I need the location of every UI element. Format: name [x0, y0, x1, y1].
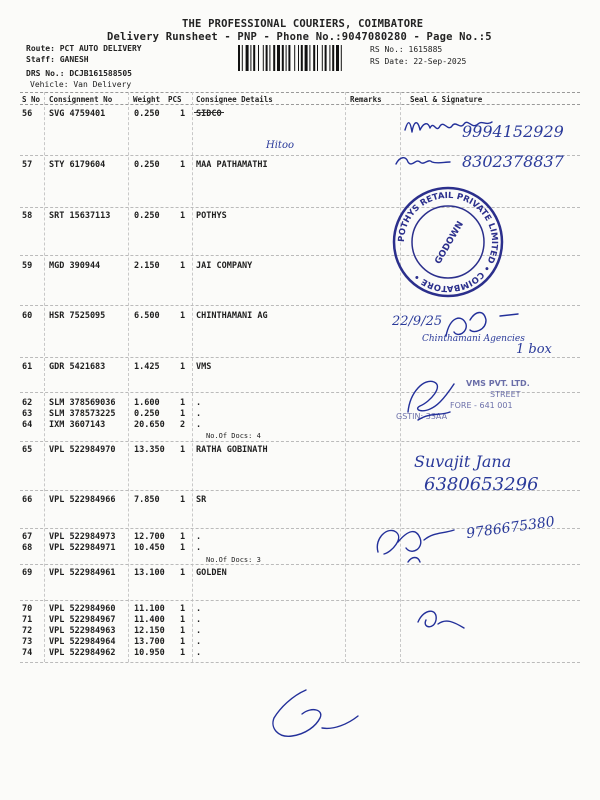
docs-count-note: No.Of Docs: 3 — [206, 556, 261, 564]
pothys-stamp-center: GODOWN — [433, 219, 466, 267]
row-consignee: . — [196, 626, 202, 636]
handwritten-name-60: Chinthamani Agencies — [422, 334, 525, 344]
row-consignment-no: SVG 4759401 — [49, 109, 106, 119]
signature-67 — [368, 512, 464, 572]
row-consignee: . — [196, 604, 202, 614]
row-sno: 59 — [22, 261, 33, 271]
row-consignment-no: VPL 522984963 — [49, 626, 116, 636]
row-consignee: RATHA GOBINATH — [196, 445, 268, 455]
row-pcs: 1 — [180, 409, 186, 419]
row-pcs: 1 — [180, 495, 186, 505]
row-sno: 69 — [22, 568, 33, 578]
header-bottom-rule — [20, 104, 580, 105]
row-weight: 0.250 — [134, 109, 160, 119]
row-weight: 1.425 — [134, 362, 160, 372]
row-pcs: 1 — [180, 543, 186, 553]
barcode-bar — [288, 45, 290, 71]
row-consignment-no: VPL 522984966 — [49, 495, 116, 505]
row-consignment-no: VPL 522984961 — [49, 568, 116, 578]
barcode-bar — [317, 45, 318, 71]
rs-date: RS Date: 22-Sep-2025 — [370, 57, 467, 66]
barcode-bar — [246, 45, 249, 71]
barcode-bar — [238, 45, 240, 71]
barcode-bar — [309, 45, 310, 71]
signature-70 — [412, 604, 472, 634]
barcode-bar — [242, 45, 243, 71]
row-consignment-no: HSR 7525095 — [49, 311, 106, 321]
barcode-bar — [294, 45, 295, 71]
row-sno: 64 — [22, 420, 33, 430]
row-consignee: . — [196, 543, 202, 553]
row-pcs: 1 — [180, 532, 186, 542]
row-separator — [20, 564, 580, 565]
barcode-bar — [286, 45, 287, 71]
row-pcs: 1 — [180, 626, 186, 636]
row-consignee: . — [196, 648, 202, 658]
row-weight: 7.850 — [134, 495, 160, 505]
row-separator — [20, 662, 580, 663]
rs-number: RS No.: 1615885 — [370, 45, 443, 54]
barcode-bar — [322, 45, 323, 71]
row-consignment-no: VPL 522984967 — [49, 615, 116, 625]
vms-stamp-line: GSTIN: 33AA — [396, 412, 448, 421]
staff-text: Staff: GANESH — [26, 55, 89, 64]
row-pcs: 1 — [180, 568, 186, 578]
handwritten-phone-56: 9994152929 — [462, 122, 564, 141]
handwritten-phone-65: 6380653296 — [424, 474, 539, 495]
row-weight: 0.250 — [134, 409, 160, 419]
company-title: THE PROFESSIONAL COURIERS, COIMBATORE — [182, 18, 424, 30]
row-consignee: . — [196, 615, 202, 625]
row-consignment-no: VPL 522984962 — [49, 648, 116, 658]
row-sno: 67 — [22, 532, 33, 542]
row-sno: 65 — [22, 445, 33, 455]
row-sno: 66 — [22, 495, 33, 505]
row-pcs: 1 — [180, 398, 186, 408]
handwritten-phone-67: 9786675380 — [465, 513, 556, 543]
row-sno: 57 — [22, 160, 33, 170]
row-consignee: GOLDEN — [196, 568, 227, 578]
col-seal: Seal & Signature — [410, 95, 483, 104]
row-weight: 11.100 — [134, 604, 165, 614]
row-pcs: 1 — [180, 362, 186, 372]
vms-stamp-line: STREET — [490, 390, 521, 399]
row-consignee: . — [196, 532, 202, 542]
row-consignment-no: VPL 522984971 — [49, 543, 116, 553]
row-pcs: 1 — [180, 648, 186, 658]
row-consignment-no: SLM 378573225 — [49, 409, 116, 419]
col-divider — [345, 92, 346, 662]
barcode-bar — [301, 45, 303, 71]
header-top-rule — [20, 92, 580, 93]
row-pcs: 1 — [180, 261, 186, 271]
row-consignee: . — [196, 409, 202, 419]
row-separator — [20, 600, 580, 601]
row-consignment-no: SRT 15637113 — [49, 211, 111, 221]
row-weight: 12.700 — [134, 532, 165, 542]
row-weight: 12.150 — [134, 626, 165, 636]
row-consignment-no: GDR 5421683 — [49, 362, 106, 372]
row-consignment-no: VPL 522984970 — [49, 445, 116, 455]
handwritten-phone-57: 8302378837 — [462, 152, 564, 171]
row-consignment-no: MGD 390944 — [49, 261, 101, 271]
vms-stamp-line: FORE - 641 001 — [450, 401, 513, 410]
barcode-bar — [329, 45, 330, 71]
barcode — [238, 45, 366, 71]
barcode-bar — [258, 45, 259, 71]
row-consignee: . — [196, 637, 202, 647]
route-text: Route: PCT AUTO DELIVERY — [26, 44, 142, 53]
col-consignee: Consignee Details — [196, 95, 273, 104]
row-sno: 72 — [22, 626, 33, 636]
vms-stamp-line: VMS PVT. LTD. — [466, 379, 530, 388]
row-consignee: JAI COMPANY — [196, 261, 253, 271]
strike-line — [194, 112, 224, 113]
row-weight: 2.150 — [134, 261, 160, 271]
signature-57 — [392, 152, 472, 172]
row-consignment-no: VPL 522984964 — [49, 637, 116, 647]
row-consignee: CHINTHAMANI AG — [196, 311, 268, 321]
row-sno: 62 — [22, 398, 33, 408]
row-pcs: 1 — [180, 109, 186, 119]
row-consignment-no: IXM 3607143 — [49, 420, 106, 430]
row-weight: 13.350 — [134, 445, 165, 455]
row-consignee: POTHYS — [196, 211, 227, 221]
row-weight: 10.450 — [134, 543, 165, 553]
col-consignment: Consignment No — [49, 95, 113, 104]
bottom-signature — [262, 684, 372, 748]
row-pcs: 1 — [180, 445, 186, 455]
row-consignee: MAA PATHAMATHI — [196, 160, 268, 170]
row-pcs: 1 — [180, 615, 186, 625]
row-sno: 60 — [22, 311, 33, 321]
barcode-bar — [336, 45, 339, 71]
col-divider — [192, 92, 193, 662]
row-sno: 56 — [22, 109, 33, 119]
barcode-bar — [269, 45, 270, 71]
barcode-bar — [305, 45, 308, 71]
signature-61 — [400, 372, 460, 428]
row-weight: 0.250 — [134, 211, 160, 221]
handwritten-note-57: Hitoo — [266, 140, 294, 151]
row-sno: 71 — [22, 615, 33, 625]
row-consignee: SR — [196, 495, 207, 505]
row-sno: 73 — [22, 637, 33, 647]
barcode-bar — [263, 45, 264, 71]
row-weight: 11.400 — [134, 615, 165, 625]
pothys-stamp-ring-text: POTHYS RETAIL PRIVATE LIMITED • COIMBATORE • — [396, 190, 500, 294]
barcode-bar — [313, 45, 315, 71]
col-sno: S No — [22, 95, 41, 104]
handwritten-box-60: 1 box — [516, 342, 552, 357]
row-weight: 13.100 — [134, 568, 165, 578]
col-pcs: PCS — [168, 95, 182, 104]
row-consignment-no: STY 6179604 — [49, 160, 106, 170]
barcode-bar — [273, 45, 275, 71]
handwritten-date-60: 22/9/25 — [392, 314, 443, 329]
row-consignee: . — [196, 398, 202, 408]
barcode-bar — [266, 45, 268, 71]
barcode-bar — [277, 45, 280, 71]
row-weight: 20.650 — [134, 420, 165, 430]
row-consignee: SIDCO — [196, 109, 222, 119]
handwritten-name-65: Suvajit Jana — [414, 452, 512, 471]
row-pcs: 1 — [180, 311, 186, 321]
row-consignee: VMS — [196, 362, 212, 372]
row-sno: 61 — [22, 362, 33, 372]
row-consignment-no: VPL 522984960 — [49, 604, 116, 614]
row-consignment-no: SLM 378569036 — [49, 398, 116, 408]
row-sno: 63 — [22, 409, 33, 419]
barcode-bar — [253, 45, 255, 71]
row-consignment-no: VPL 522984973 — [49, 532, 116, 542]
row-sno: 58 — [22, 211, 33, 221]
drs-text: DRS No.: DCJB161588505 — [26, 69, 132, 78]
row-weight: 0.250 — [134, 160, 160, 170]
barcode-bar — [298, 45, 299, 71]
vehicle-text: Vehicle: Van Delivery — [30, 80, 132, 89]
row-sno: 68 — [22, 543, 33, 553]
row-weight: 10.950 — [134, 648, 165, 658]
row-consignee: . — [196, 420, 202, 430]
col-divider — [44, 92, 45, 662]
barcode-graphic — [238, 45, 366, 71]
row-pcs: 1 — [180, 211, 186, 221]
barcode-bar — [250, 45, 251, 71]
docs-count-note: No.Of Docs: 4 — [206, 432, 261, 440]
row-pcs: 1 — [180, 160, 186, 170]
barcode-bar — [282, 45, 284, 71]
row-weight: 1.600 — [134, 398, 160, 408]
vms-stamp — [366, 378, 562, 454]
row-sno: 70 — [22, 604, 33, 614]
row-pcs: 1 — [180, 637, 186, 647]
row-weight: 6.500 — [134, 311, 160, 321]
col-remarks: Remarks — [350, 95, 382, 104]
barcode-bar — [332, 45, 334, 71]
col-weight: Weight — [133, 95, 161, 104]
barcode-bar — [341, 45, 342, 71]
barcode-bar — [325, 45, 327, 71]
row-pcs: 2 — [180, 420, 186, 430]
runsheet-subtitle: Delivery Runsheet - PNP - Phone No.:9047080280 - Page No.:5 — [107, 31, 492, 43]
row-separator — [20, 357, 580, 358]
col-divider — [128, 92, 129, 662]
row-pcs: 1 — [180, 604, 186, 614]
row-weight: 13.700 — [134, 637, 165, 647]
pothys-stamp — [392, 186, 504, 298]
row-sno: 74 — [22, 648, 33, 658]
